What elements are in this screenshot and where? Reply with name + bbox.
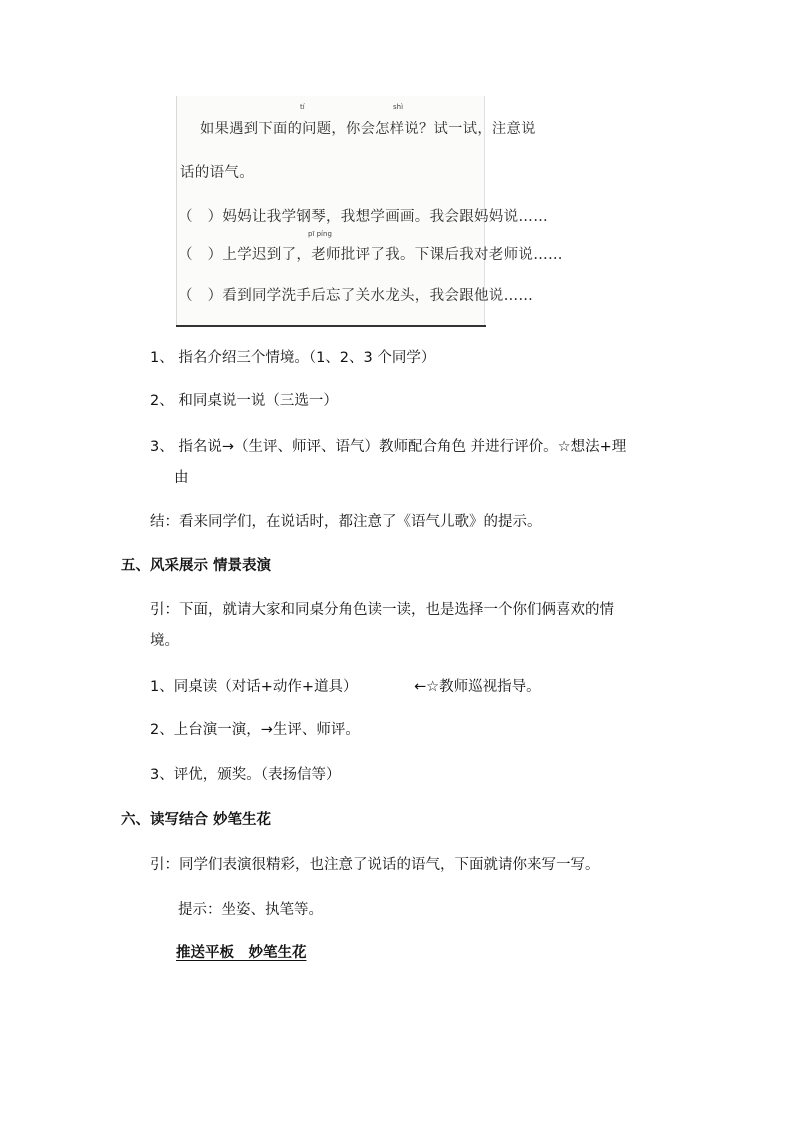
exercise-item-paren: （ ） [178, 247, 223, 263]
step-a-1: 1、 指名介绍三个情境。（1、2、3 个同学） [150, 350, 436, 366]
exercise-item-3 [178, 284, 533, 305]
section6-intro: 引：同学们表演很精彩，也注意了说话的语气，下面就请你来写一写。 [150, 857, 600, 873]
pinyin-shi: shì [393, 103, 404, 111]
section5-step-3: 3、评优，颁奖。（表扬信等） [150, 767, 341, 783]
exercise-item-text: 看到同学洗手后忘了关水龙头，我会跟他说…… [222, 288, 534, 304]
section6-tip: 提示：坐姿、执笔等。 [178, 902, 323, 918]
section5-step-1: 1、同桌读（对话+动作+道具） [150, 679, 358, 695]
exercise-item-2 [178, 243, 563, 264]
exercise-item-paren: （ ） [178, 209, 223, 225]
push-tablet-line: 推送平板 妙笔生花 [176, 945, 307, 961]
pinyin-piping: pī píng [308, 230, 332, 238]
exercise-intro-line2: 话的语气。 [180, 165, 254, 181]
pinyin-ti: tí [300, 103, 305, 111]
exercise-item-1 [178, 205, 548, 226]
section5-intro-line2: 境。 [150, 633, 179, 649]
step-a-2: 2、 和同桌说一说（三选一） [150, 393, 338, 409]
exercise-item-text: 上学迟到了，老师批评了我。下课后我对老师说…… [222, 247, 563, 263]
section5-step-1-note: ←☆教师巡视指导。 [414, 679, 541, 695]
exercise-intro-line1: 如果遇到下面的问题，你会怎样说？试一试，注意说 [200, 121, 536, 137]
section5-intro-line1: 引：下面，就请大家和同桌分角色读一读，也是选择一个你们俩喜欢的情 [150, 602, 614, 618]
section5-heading: 五、风采展示 情景表演 [121, 558, 272, 574]
section6-heading: 六、读写结合 妙笔生花 [121, 812, 272, 828]
summary-line: 结：看来同学们，在说话时，都注意了《语气儿歌》的提示。 [150, 514, 542, 530]
image-bottom-rule [176, 325, 486, 327]
section5-step-2: 2、上台演一演，→生评、师评。 [150, 722, 360, 738]
exercise-item-paren: （ ） [178, 288, 223, 304]
step-a-3-line1: 3、 指名说→（生评、师评、语气）教师配合角色 并进行评价。☆想法+理 [150, 439, 627, 455]
step-a-3-line2: 由 [174, 470, 189, 486]
exercise-item-text: 妈妈让我学钢琴，我想学画画。我会跟妈妈说…… [222, 209, 549, 225]
